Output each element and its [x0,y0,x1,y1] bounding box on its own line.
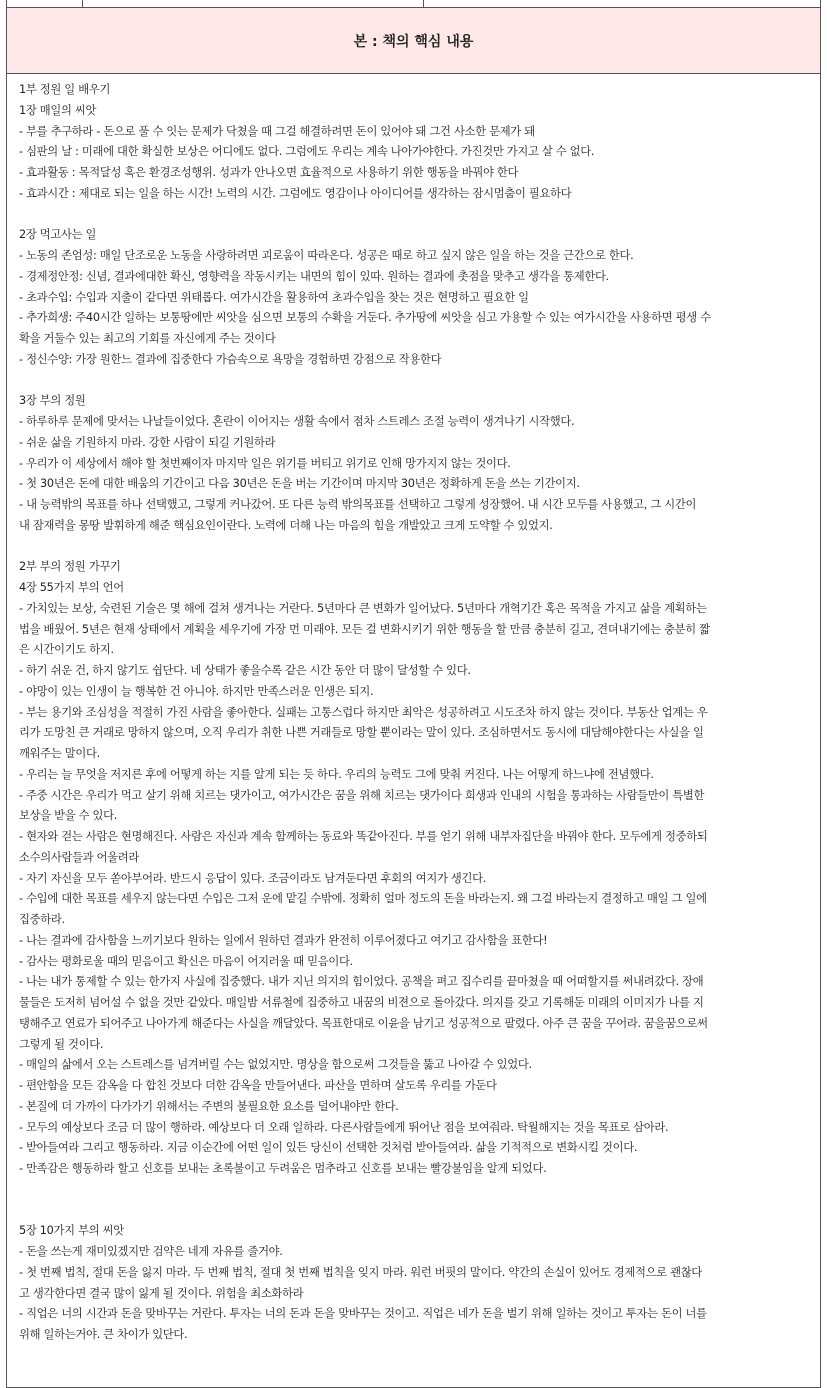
text-line: - 현자와 걷는 사람은 현명해진다. 사람은 자신과 계속 함께하는 동료와 똑같아진다. 부를 얻기 위해 내부자집단을 바꿔야 한다. 모두에게 정중하되 [19,830,708,843]
section-header [7,8,820,74]
text-line: 확을 거둘수 있는 최고의 기회를 자신에게 주는 것이다 [19,332,276,345]
text-line: - 야망이 있는 인생이 늘 행복한 건 아니야. 하지만 만족스러운 인생은 되지. [19,684,374,698]
text-line: - 노동의 존엄성: 매일 단조로운 노동을 사랑하려면 괴로움이 따라온다. 성공은 때로 하고 싶지 않은 일을 하는 것을 근간으로 한다. [19,249,634,262]
text-line: 탱해주고 연료가 되어주고 나아가게 해준다는 사실을 깨달았다. 목표한대로 이윤을 남기고 성공적으로 팔렸다. 아주 큰 꿈을 꾸어라. 꿈을꿈으로써 [19,1016,708,1030]
text-line: 위해 일하는거야. 큰 차이가 있단다. [19,1328,188,1341]
text-line: 1부 정원 일 배우기 [19,83,111,96]
text-line: 4장 55가지 부의 언어 [19,581,124,594]
blank-line [19,1180,808,1201]
text-line: - 하기 쉬운 건, 하지 않기도 쉽단다. 네 상태가 좋을수록 같은 시간 동안 더 많이 달성할 수 있다. [19,664,471,677]
text-line: - 주중 시간은 우리가 먹고 살기 위해 치르는 댓가이고, 여가시간은 꿈을 위해 치르는 댓가이다 희생과 인내의 시험을 통과하는 사람들만이 특별한 [19,788,705,802]
text-line: 5장 10가지 부의 씨앗 [19,1224,124,1238]
text-line: 2부 부의 정원 가꾸기 [19,560,121,574]
text-line: - 하루하루 문제에 맞서는 나날들이었다. 혼란이 이어지는 생활 속에서 점차 스트레스 조절 능력이 생겨나기 시작했다. [19,415,575,428]
text-line: - 쉬운 삶을 기원하지 마라. 강한 사람이 되길 기원하라 [19,435,276,449]
text-line: - 부를 추구하라 - 돈으로 풀 수 잇는 문제가 닥쳤을 때 그걸 해결하려면 돈이 있어야 돼 그건 사소한 문제가 돼 [19,124,535,138]
text-line: - 심판의 날 : 미래에 대한 확실한 보상은 어디에도 없다. 그럼에도 우리는 계속 나아가야한다. 가진것만 가지고 살 수 없다. [19,145,595,159]
text-line: - 효과활동 : 목적달성 혹은 환경조성행위. 성과가 안나오면 효율적으로 사용하기 위한 행동을 바꿔야 한다 [19,166,519,179]
blank-line [19,205,808,226]
text-line: - 매일의 삶에서 오는 스트레스를 넘겨버릴 수는 없었지만. 명상을 함으로써 그것들을 뚫고 나아갈 수 있었다. [19,1058,532,1072]
text-line: - 첫 30년은 돈에 대한 배움의 기간이고 다음 30년은 돈을 버는 기간이며 마지막 30년은 정확하게 돈을 쓰는 기간이지. [19,477,580,491]
text-line: - 돈을 쓰는게 재미있겠지만 검약은 네게 자유를 줄거야. [19,1245,283,1258]
text-line: - 정신수양: 가장 원한느 결과에 집중한다 가슴속으로 욕망을 경험하면 강점으로 작용한다 [19,352,442,366]
blank-line [19,1201,808,1222]
text-line: 그렇게 될 것이다. [19,1037,104,1051]
section-title: 본 : 책의 핵심 내용 [353,33,474,50]
table-top-row [7,0,820,8]
text-line: 2장 먹고사는 일 [19,228,97,242]
text-line: - 자기 자신을 모두 쏟아부어라. 반드시 응답이 있다. 조금이라도 남겨둔다면 후회의 여지가 생긴다. [19,871,487,885]
text-line: 법을 배웠어. 5년은 현재 상태에서 계획을 세우기에 가장 먼 미래야. 모든 걸 변화시키기 위한 행동을 할 만큼 충분히 길고, 견뎌내기에는 충분히 짧 [19,622,710,636]
table-top-cell [7,0,83,7]
text-line: - 우리는 늘 무엇을 저지른 후에 어떻게 하는 지를 알게 되는 듯 하다. 우리의 능력도 그에 맞춰 커진다. 나는 어떻게 하느냐에 전념했다. [19,767,654,781]
text-line: - 부는 용기와 조심성을 적절히 가진 사람을 좋아한다. 실패는 고통스럽다 하지만 최악은 성공하려고 시도조차 하지 않는 것이다. 부동산 업계는 우 [19,705,708,719]
text-line: 1장 매일의 씨앗 [19,103,97,117]
text-line: 집중하라. [19,913,65,926]
text-line: - 직업은 너의 시간과 돈을 맞바꾸는 거란다. 투자는 너의 돈과 돈을 맞바꾸는 것이고. 직업은 네가 돈을 벌기 위해 일하는 것이고 투자는 돈이 너를 [19,1307,707,1321]
blank-line [19,537,808,558]
text-line: 깨워주는 말이다. [19,747,100,760]
text-line: 은 시간이기도 하지. [19,643,114,657]
text-line: 물들은 도저히 넘어설 수 없을 것만 같았다. 매일밤 서류철에 집중하고 내꿈의 비젼으로 돌아갔다. 의지를 갖고 기록해둔 미래의 이미지가 나를 지 [19,996,704,1009]
text-line: 내 잠재력을 몽땅 발휘하게 해준 핵심요인이란다. 노력에 더해 나는 마음의 힘을 개발았고 크게 도약할 수 있었지. [19,518,553,532]
text-line: 3장 부의 정원 [19,394,86,408]
text-line: 고 생각한다면 결국 많이 잃게 될 것이다. 위험을 최소화하라 [19,1286,304,1300]
text-line: - 효과시간 : 제대로 되는 일을 하는 시간! 노력의 시간. 그럼에도 영감이나 아이디어를 생각하는 잠시멈춤이 필요하다 [19,186,572,200]
text-line: - 첫 번째 법칙, 절대 돈을 잃지 마라. 두 번째 법칙, 절대 첫 번째 법칙을 잊지 마라. 워런 버핏의 말이다. 약간의 손실이 있어도 경제적으로 괜찮다 [19,1265,702,1279]
text-line: - 감사는 평화로울 때의 믿음이고 확신은 마음이 어지러울 때 믿음이다. [19,954,353,968]
blank-line [19,371,808,392]
text-line: - 모두의 예상보다 조금 더 많이 행하라. 예상보다 더 오래 일하라. 다른사람들에게 뛰어난 점을 보여줘라. 탁월해지는 것을 목표로 삼아라. [19,1120,669,1134]
text-line: - 나는 결과에 감사함을 느끼기보다 원하는 일에서 원하던 결과가 완전히 이루어졌다고 여기고 감사함을 표한다! [19,933,548,947]
text-line: - 나는 내가 통제할 수 있는 한가지 사실에 집중했다. 내가 지닌 의지의 힘이었다. 공책을 펴고 집수리를 끝마쳤을 때 어떠할지를 써내려갔다. 장애 [19,975,704,989]
text-line: - 우리가 이 세상에서 해야 할 첫번째이자 마지막 일은 위기를 버티고 위기로 인해 망가지지 않는 것이다. [19,456,511,470]
table-top-cell [83,0,424,7]
text-line: - 받아들여라 그리고 행동하라. 지금 이순간에 어떤 일이 있든 당신이 선택한 것처럼 받아들여라. 삶을 기적적으로 변화시킬 것이다. [19,1141,638,1155]
text-line: - 수입에 대한 목표를 세우지 않는다면 수입은 그저 운에 맡길 수밖에. 정확히 얼마 정도의 돈을 바라는지. 왜 그걸 바라는지 결정하고 매일 그 일에 [19,892,707,906]
text-line: - 가치있는 보상, 숙련된 기술은 몇 해에 걸쳐 생겨나는 거란다. 5년마다 큰 변화가 일어났다. 5년마다 개혁기간 혹은 목적을 가지고 삶을 계획하는 [19,601,707,615]
text-line: - 추가희생: 주40시간 일하는 보통땅에만 씨앗을 심으면 보통의 수확을 거둔다. 추가땅에 씨앗을 심고 가용할 수 있는 여가시간을 사용하면 평생 수 [19,311,711,325]
text-line: 보상을 받을 수 있다. [19,809,118,823]
text-line: - 본질에 더 가까이 다가가기 위해서는 주변의 불필요한 요소를 덜어내야만 한다. [19,1099,399,1113]
text-line: - 경제정안정: 신념, 결과에대한 확신, 영향력을 작동시키는 내면의 힘이 있따. 원하는 결과에 촛점을 맞추고 생각을 통제한다. [19,269,609,283]
text-line: - 만족감은 행동하라 할고 신호를 보내는 초록불이고 두려움은 멈추라고 신호를 보내는 빨강불임을 알게 되었다. [19,1162,547,1175]
text-line: 소수의사람들과 어울려라 [19,850,140,864]
text-line: - 편안함을 모든 감옥을 다 합친 것보다 더한 감옥을 만들어낸다. 파산을 면하며 살도록 우리를 가둔다 [19,1079,497,1092]
document-table [6,0,821,1388]
text-line: 리가 도망친 큰 거래로 망하지 않으며, 오직 우리가 취한 나쁜 거래들로 망할 뿐이라는 말이 있다. 조심하면서도 동시에 대담해야한다는 사실을 일 [19,726,704,740]
text-line: - 내 능력밖의 목표를 하나 선택했고, 그렇게 커나갔어. 또 다른 능력 밖의목표를 선택하고 그렇게 성장했어. 내 시간 모두를 사용했고, 그 시간이 [19,498,697,511]
text-line: - 초과수입: 수입과 지출이 같다면 위태롭다. 여가시간을 활용하여 초과수입을 찾는 것은 현명하고 필요한 일 [19,290,529,304]
content-body [7,74,820,1346]
